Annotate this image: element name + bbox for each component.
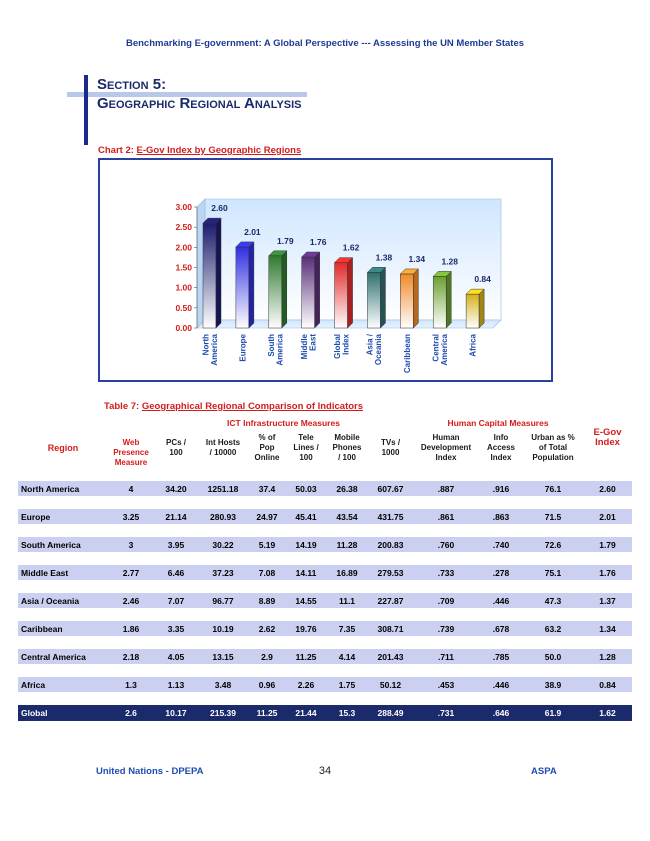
x-category-label-line: America — [275, 334, 285, 366]
table-cell: 1.37 — [583, 593, 632, 608]
bar-value-label: 0.84 — [474, 274, 491, 285]
x-category-label — [403, 334, 412, 373]
table-cell: 3 — [108, 537, 154, 552]
table-cell: 14.19 — [286, 537, 326, 552]
bar-0 — [203, 223, 216, 328]
x-category-label — [238, 333, 247, 361]
bar-value-label: 2.60 — [211, 203, 228, 214]
table-cell: 1.76 — [583, 565, 632, 580]
bar-side-7 — [446, 271, 451, 328]
chart-caption — [98, 145, 301, 156]
col-header-hdi: Human Development Index — [420, 433, 472, 462]
table-cell: 45.41 — [286, 509, 326, 524]
egov-bar-chart — [100, 160, 551, 380]
col-header-tvs: TVs / 1000 — [380, 438, 401, 457]
table-cell: 6.46 — [154, 565, 198, 580]
bar-side-3 — [315, 252, 320, 328]
table-cell: .446 — [479, 593, 523, 608]
table-row — [18, 677, 632, 692]
table-cell: 13.15 — [198, 649, 248, 664]
table-row — [18, 509, 632, 524]
table-cell: 3.25 — [108, 509, 154, 524]
table-cell: 11.28 — [326, 537, 368, 552]
table-cell: 1.86 — [108, 621, 154, 636]
table-cell: 2.18 — [108, 649, 154, 664]
table-cell-region: South America — [18, 537, 108, 552]
table-cell: .709 — [413, 593, 479, 608]
table-cell: 11.1 — [326, 593, 368, 608]
table-cell: .760 — [413, 537, 479, 552]
table-row — [18, 593, 632, 608]
table-cell: 24.97 — [248, 509, 286, 524]
table-cell: 38.9 — [523, 677, 583, 692]
table-cell: 308.71 — [368, 621, 413, 636]
section-rule-vertical — [84, 75, 88, 145]
table-cell: 43.54 — [326, 509, 368, 524]
x-category-label — [267, 333, 285, 365]
table-cell-region: North America — [18, 481, 108, 496]
bar-1 — [236, 247, 249, 328]
bar-value-label: 1.38 — [375, 252, 393, 263]
table-cell: 1.28 — [583, 649, 632, 664]
x-category-label-line: Central — [431, 334, 441, 362]
table-row — [18, 621, 632, 636]
x-category-label-line: Middle — [299, 334, 309, 360]
table-cell: 3.95 — [154, 537, 198, 552]
table-row — [18, 649, 632, 664]
y-tick-label: 0.50 — [175, 302, 192, 313]
bar-value-label: 1.76 — [309, 237, 327, 248]
bar-value-label: 1.28 — [441, 256, 458, 267]
col-header-info: Info Access Index — [486, 433, 516, 462]
table-cell: 63.2 — [523, 621, 583, 636]
table-cell: 7.07 — [154, 593, 198, 608]
x-category-label-line: Global — [332, 334, 342, 359]
table-cell: .733 — [413, 565, 479, 580]
table-row — [18, 481, 632, 496]
section-title: Geographic Regional Analysis — [97, 95, 302, 112]
x-category-label-line: Oceania — [374, 334, 384, 366]
table-row-global — [18, 705, 632, 721]
table-cell: 15.3 — [326, 705, 368, 721]
chart-caption-title: E-Gov Index by Geographic Regions — [136, 145, 302, 156]
y-tick-label: 1.00 — [175, 282, 192, 293]
table-cell: 14.11 — [286, 565, 326, 580]
table-cell: 14.55 — [286, 593, 326, 608]
table-cell: 5.19 — [248, 537, 286, 552]
col-header-pop: % of Pop Online — [254, 433, 280, 462]
table-cell-region: Africa — [18, 677, 108, 692]
table-cell: 1251.18 — [198, 481, 248, 496]
table-cell: 2.77 — [108, 565, 154, 580]
x-category-label-line: East — [308, 334, 318, 351]
bar-side-0 — [216, 218, 221, 328]
table-cell: 4.05 — [154, 649, 198, 664]
bar-value-label: 1.62 — [342, 242, 360, 253]
table-cell: 26.38 — [326, 481, 368, 496]
table-cell: 47.3 — [523, 593, 583, 608]
table-cell: .863 — [479, 509, 523, 524]
table-cell: 2.46 — [108, 593, 154, 608]
bar-2 — [269, 256, 282, 328]
bar-side-2 — [282, 251, 287, 328]
table-cell: 76.1 — [523, 481, 583, 496]
table-column-header-row — [18, 428, 632, 468]
table-cell-region: Europe — [18, 509, 108, 524]
bar-5 — [367, 272, 380, 328]
table-cell-region: Asia / Oceania — [18, 593, 108, 608]
table-cell: 2.01 — [583, 509, 632, 524]
table-caption-title: Geographical Regional Comparison of Indicators — [141, 401, 364, 412]
table-cell: 2.26 — [286, 677, 326, 692]
y-tick-label: 1.50 — [175, 262, 192, 273]
bar-8 — [466, 294, 479, 328]
bar-3 — [302, 257, 315, 328]
y-tick-label: 2.00 — [175, 242, 192, 253]
table-cell: .278 — [479, 565, 523, 580]
table-cell: 0.96 — [248, 677, 286, 692]
table-cell: .861 — [413, 509, 479, 524]
page-header: Benchmarking E-government: A Global Perspective --- Assessing the UN Member States — [125, 38, 525, 49]
x-category-label — [333, 333, 351, 358]
indicators-table — [18, 418, 632, 721]
table-cell: 227.87 — [368, 593, 413, 608]
table-cell: .646 — [479, 705, 523, 721]
table-cell: 1.79 — [583, 537, 632, 552]
table-cell: 1.62 — [583, 705, 632, 721]
bar-side-8 — [479, 289, 484, 328]
table-cell: 215.39 — [198, 705, 248, 721]
table-cell: 280.93 — [198, 509, 248, 524]
table-cell: .446 — [479, 677, 523, 692]
table-cell: 72.6 — [523, 537, 583, 552]
group-ict-header: ICT Infrastructure Measures — [227, 418, 340, 428]
table-row — [18, 565, 632, 580]
table-cell: 1.3 — [108, 677, 154, 692]
col-header-region: Region — [47, 443, 79, 453]
table-cell-region: Caribbean — [18, 621, 108, 636]
table-cell: 10.17 — [154, 705, 198, 721]
table-cell: 1.34 — [583, 621, 632, 636]
table-cell-region: Central America — [18, 649, 108, 664]
table-cell: 50.12 — [368, 677, 413, 692]
section-number: Section 5: — [97, 76, 167, 93]
table-cell: 96.77 — [198, 593, 248, 608]
x-category-label — [469, 333, 478, 356]
table-cell: .785 — [479, 649, 523, 664]
bar-6 — [400, 274, 413, 328]
table-cell: 11.25 — [248, 705, 286, 721]
table-cell: 30.22 — [198, 537, 248, 552]
bar-value-label: 1.34 — [408, 253, 426, 264]
table-cell: 11.25 — [286, 649, 326, 664]
col-header-egov: E-Gov Index — [593, 427, 622, 448]
table-cell: .678 — [479, 621, 523, 636]
table-cell: 2.9 — [248, 649, 286, 664]
table-cell: 201.43 — [368, 649, 413, 664]
x-category-label — [201, 333, 219, 365]
table-cell: .731 — [413, 705, 479, 721]
table-cell: 1.75 — [326, 677, 368, 692]
x-category-label-line: Caribbean — [402, 334, 412, 374]
table-cell: .711 — [413, 649, 479, 664]
x-category-label-line: Asia / — [365, 334, 375, 356]
table-cell: 431.75 — [368, 509, 413, 524]
bar-side-4 — [348, 258, 353, 328]
col-header-mobile: Mobile Phones / 100 — [332, 433, 362, 462]
y-tick-label: 0.00 — [175, 323, 192, 333]
table-cell: .740 — [479, 537, 523, 552]
table-cell: 2.60 — [583, 481, 632, 496]
x-category-label-line: America — [439, 334, 449, 366]
table-cell: 3.48 — [198, 677, 248, 692]
table-cell: .887 — [413, 481, 479, 496]
table-cell: .739 — [413, 621, 479, 636]
table-cell: 7.35 — [326, 621, 368, 636]
table-cell: .453 — [413, 677, 479, 692]
x-category-label — [431, 333, 449, 365]
bar-side-6 — [413, 269, 418, 328]
table-cell: 21.44 — [286, 705, 326, 721]
table-caption — [104, 401, 363, 412]
x-category-label-line: Index — [341, 334, 351, 355]
footer-right: ASPA — [531, 766, 557, 777]
x-category-label-line: North — [201, 334, 211, 356]
table-cell: 4.14 — [326, 649, 368, 664]
footer-left: United Nations - DPEPA — [96, 766, 204, 777]
table-cell: 16.89 — [326, 565, 368, 580]
group-hc-header: Human Capital Measures — [447, 418, 549, 428]
bar-7 — [433, 276, 446, 328]
bar-side-5 — [380, 267, 385, 328]
table-cell: 37.23 — [198, 565, 248, 580]
table-cell: 75.1 — [523, 565, 583, 580]
table-cell: 34.20 — [154, 481, 198, 496]
table-cell: 61.9 — [523, 705, 583, 721]
table-cell: 3.35 — [154, 621, 198, 636]
x-category-label-line: Europe — [238, 334, 248, 362]
table-cell: 200.83 — [368, 537, 413, 552]
table-group-header-row — [18, 418, 632, 428]
table-cell: 0.84 — [583, 677, 632, 692]
table-cell-region: Global — [18, 705, 108, 721]
table-cell: 4 — [108, 481, 154, 496]
col-header-tele: Tele Lines / 100 — [293, 433, 319, 462]
table-cell: 8.89 — [248, 593, 286, 608]
table-cell: 10.19 — [198, 621, 248, 636]
table-cell: 21.14 — [154, 509, 198, 524]
page-number: 34 — [318, 765, 332, 777]
x-category-label-line: America — [209, 334, 219, 366]
bar-value-label: 1.79 — [277, 235, 294, 246]
table-cell: 71.5 — [523, 509, 583, 524]
table-cell: 607.67 — [368, 481, 413, 496]
table-row — [18, 537, 632, 552]
col-header-urban: Urban as % of Total Population — [531, 433, 575, 462]
table-cell: 2.62 — [248, 621, 286, 636]
x-category-label-line: South — [267, 334, 277, 357]
table-cell: 288.49 — [368, 705, 413, 721]
bar-side-1 — [249, 242, 254, 328]
table-cell: 279.53 — [368, 565, 413, 580]
y-tick-label: 2.50 — [175, 222, 192, 233]
table-cell: 19.76 — [286, 621, 326, 636]
x-category-label — [300, 333, 318, 359]
col-header-pcs: PCs / 100 — [165, 438, 186, 457]
y-tick-label: 3.00 — [175, 202, 192, 212]
table-cell: 50.0 — [523, 649, 583, 664]
chart-caption-prefix: Chart 2: — [98, 145, 134, 156]
table-cell: 1.13 — [154, 677, 198, 692]
col-header-web: Web Presence Measure — [113, 438, 149, 467]
table-caption-prefix: Table 7: — [104, 401, 140, 412]
col-header-hosts: Int Hosts / 10000 — [205, 438, 241, 457]
table-cell: 37.4 — [248, 481, 286, 496]
chart-frame — [98, 158, 553, 382]
table-cell-region: Middle East — [18, 565, 108, 580]
bar-4 — [335, 263, 348, 328]
x-category-label — [366, 333, 384, 365]
table-cell: 50.03 — [286, 481, 326, 496]
table-cell: 2.6 — [108, 705, 154, 721]
x-category-label-line: Africa — [468, 334, 478, 357]
table-cell: 7.08 — [248, 565, 286, 580]
bar-value-label: 2.01 — [244, 226, 261, 237]
table-cell: .916 — [479, 481, 523, 496]
